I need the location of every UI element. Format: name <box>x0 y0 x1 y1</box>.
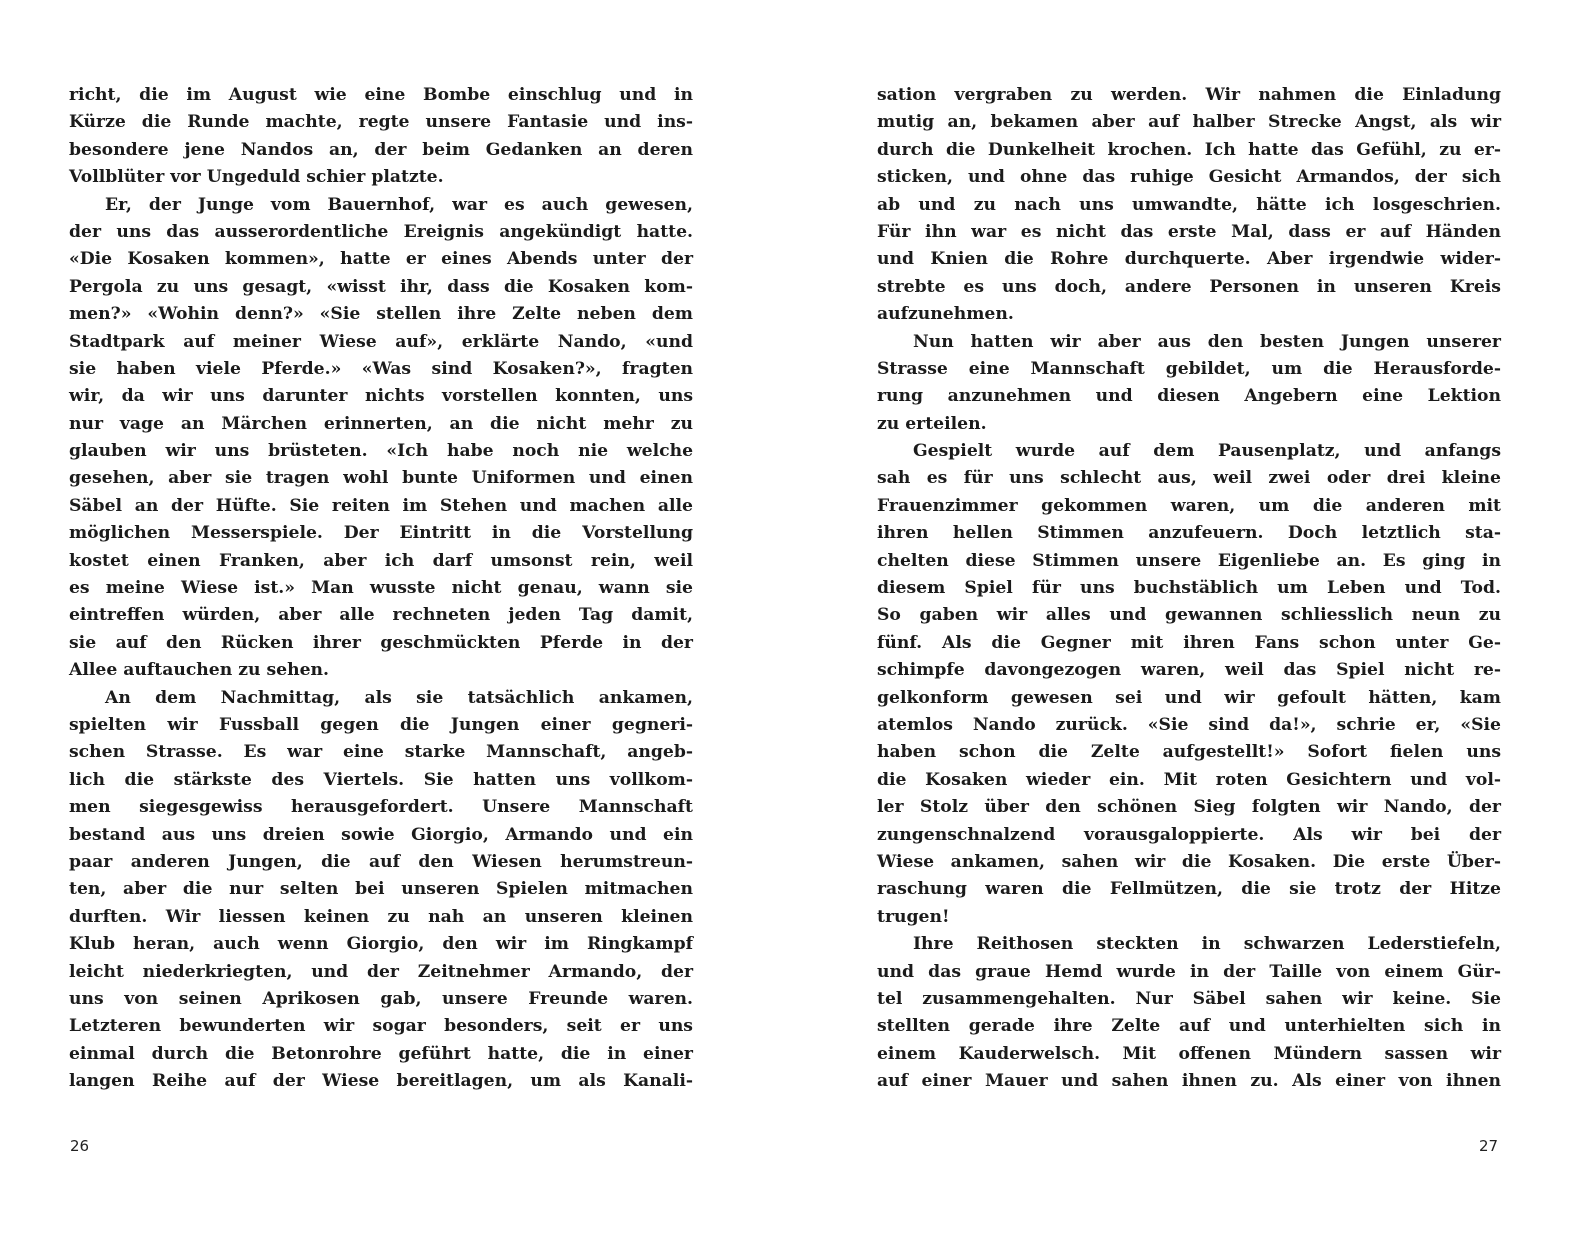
text-line: leicht niederkriegten, und der Zeitnehmer Armando, der <box>69 961 693 982</box>
text-line: durch die Dunkelheit krochen. Ich hatte das Gefühl, zu er- <box>877 139 1501 160</box>
text-line: ten, aber die nur selten bei unseren Spielen mitmachen <box>69 879 693 900</box>
text-line: möglichen Messerspiele. Der Eintritt in die Vorstellung <box>69 523 693 544</box>
text-line: ab und zu nach uns umwandte, hätte ich losgeschrien. <box>877 194 1501 215</box>
text-line: ihren hellen Stimmen anzufeuern. Doch letztlich sta- <box>877 523 1501 544</box>
text-line: An dem Nachmittag, als sie tatsächlich ankamen, <box>105 687 693 708</box>
text-line: lich die stärkste des Viertels. Sie hatten uns vollkom- <box>69 769 693 790</box>
text-line: richt, die im August wie eine Bombe einschlug und in <box>69 85 693 105</box>
text-line: sie auf den Rücken ihrer geschmückten Pferde in der <box>69 632 693 653</box>
text-line: Wiese ankamen, sahen wir die Kosaken. Die erste Über- <box>877 851 1501 872</box>
text-line: schimpfe davongezogen waren, weil das Spiel nicht re- <box>877 660 1501 681</box>
text-line: wir, da wir uns darunter nichts vorstellen konnten, uns <box>69 386 693 407</box>
page-number-left: 26 <box>70 1137 90 1155</box>
text-line: Vollblüter vor Ungeduld schier platzte. <box>69 167 444 188</box>
text-line: Er, der Junge vom Bauernhof, war es auch gewesen, <box>105 194 693 215</box>
text-line: Nun hatten wir aber aus den besten Jungen unserer <box>913 331 1501 352</box>
text-line: einmal durch die Betonrohre geführt hatte, die in einer <box>69 1043 693 1064</box>
text-line: Für ihn war es nicht das erste Mal, dass er auf Händen <box>877 221 1501 242</box>
text-line: Klub heran, auch wenn Giorgio, den wir im Ringkampf <box>69 934 693 955</box>
text-line: «Die Kosaken kommen», hatte er eines Abends unter der <box>69 249 693 270</box>
text-line: und Knien die Rohre durchquerte. Aber irgendwie wider- <box>877 249 1501 270</box>
text-line: So gaben wir alles und gewannen schliesslich neun zu <box>877 605 1501 626</box>
text-line: Stadtpark auf meiner Wiese auf», erklärte Nando, «und <box>69 331 693 352</box>
text-line: der uns das ausserordentliche Ereignis angekündigt hatte. <box>69 221 693 242</box>
text-line: aufzunehmen. <box>877 304 1014 325</box>
text-line: zu erteilen. <box>877 413 987 434</box>
text-line: Allee auftauchen zu sehen. <box>69 660 329 681</box>
text-line: es meine Wiese ist.» Man wusste nicht genau, wann sie <box>69 578 693 599</box>
page-number-right: 27 <box>1479 1137 1499 1155</box>
text-line: trugen! <box>877 906 950 927</box>
text-line: Frauenzimmer gekommen waren, um die anderen mit <box>877 495 1501 516</box>
left-page-body <box>69 82 693 1095</box>
text-line: durften. Wir liessen keinen zu nah an unseren kleinen <box>69 906 693 927</box>
text-line: spielten wir Fussball gegen die Jungen einer gegneri- <box>69 714 693 735</box>
text-line: gesehen, aber sie tragen wohl bunte Uniformen und einen <box>69 468 693 489</box>
text-line: Kürze die Runde machte, regte unsere Fantasie und ins- <box>69 112 693 133</box>
text-line: gelkonform gewesen sei und wir gefoult hätten, kam <box>877 687 1501 708</box>
text-line: die Kosaken wieder ein. Mit roten Gesichtern und vol- <box>877 769 1501 790</box>
text-line: haben schon die Zelte aufgestellt!» Sofort fielen uns <box>877 742 1501 763</box>
text-line: rung anzunehmen und diesen Angebern eine Lektion <box>877 386 1501 407</box>
text-line: glauben wir uns brüsteten. «Ich habe noch nie welche <box>69 441 693 462</box>
text-line: atemlos Nando zurück. «Sie sind da!», schrie er, «Sie <box>877 714 1501 735</box>
text-line: tel zusammengehalten. Nur Säbel sahen wir keine. Sie <box>877 988 1501 1009</box>
text-line: sie haben viele Pferde.» «Was sind Kosaken?», fragten <box>69 358 693 379</box>
text-line: Ihre Reithosen steckten in schwarzen Lederstiefeln, <box>913 934 1501 955</box>
text-line: besondere jene Nandos an, der beim Gedanken an deren <box>69 139 693 160</box>
text-line: kostet einen Franken, aber ich darf umsonst rein, weil <box>69 550 693 571</box>
text-line: raschung waren die Fellmützen, die sie trotz der Hitze <box>877 879 1501 900</box>
text-line: schen Strasse. Es war eine starke Mannschaft, angeb- <box>69 742 693 763</box>
text-line: men siegesgewiss herausgefordert. Unsere Mannschaft <box>69 797 693 818</box>
text-line: auf einer Mauer und sahen ihnen zu. Als einer von ihnen <box>877 1071 1501 1092</box>
text-line: ler Stolz über den schönen Sieg folgten wir Nando, der <box>877 797 1501 818</box>
text-line: stellten gerade ihre Zelte auf und unterhielten sich in <box>877 1016 1501 1037</box>
text-line: Gespielt wurde auf dem Pausenplatz, und anfangs <box>913 441 1501 462</box>
text-line: Säbel an der Hüfte. Sie reiten im Stehen und machen alle <box>69 495 693 516</box>
text-line: paar anderen Jungen, die auf den Wiesen herumstreun- <box>69 851 693 872</box>
text-line: bestand aus uns dreien sowie Giorgio, Armando und ein <box>69 824 693 845</box>
text-line: men?» «Wohin denn?» «Sie stellen ihre Zelte neben dem <box>69 304 693 325</box>
text-line: Strasse eine Mannschaft gebildet, um die Herausforde- <box>877 358 1501 379</box>
text-line: fünf. Als die Gegner mit ihren Fans schon unter Ge- <box>877 632 1501 653</box>
text-line: strebte es uns doch, andere Personen in unseren Kreis <box>877 276 1501 297</box>
text-line: Pergola zu uns gesagt, «wisst ihr, dass die Kosaken kom- <box>69 276 693 297</box>
text-line: zungenschnalzend vorausgaloppierte. Als wir bei der <box>877 824 1501 845</box>
text-line: diesem Spiel für uns buchstäblich um Leben und Tod. <box>877 578 1501 599</box>
text-line: eintreffen würden, aber alle rechneten jeden Tag damit, <box>69 605 693 626</box>
text-line: langen Reihe auf der Wiese bereitlagen, um als Kanali- <box>69 1071 693 1092</box>
text-line: uns von seinen Aprikosen gab, unsere Freunde waren. <box>69 988 693 1009</box>
text-line: mutig an, bekamen aber auf halber Strecke Angst, als wir <box>877 112 1501 133</box>
text-line: und das graue Hemd wurde in der Taille von einem Gür- <box>877 961 1501 982</box>
text-line: chelten diese Stimmen unsere Eigenliebe an. Es ging in <box>877 550 1501 571</box>
text-line: einem Kauderwelsch. Mit offenen Mündern sassen wir <box>877 1043 1501 1064</box>
right-page-body <box>877 82 1501 1095</box>
text-line: sation vergraben zu werden. Wir nahmen die Einladung <box>877 85 1501 105</box>
text-line: sticken, und ohne das ruhige Gesicht Armandos, der sich <box>877 167 1501 188</box>
text-line: Letzteren bewunderten wir sogar besonders, seit er uns <box>69 1016 693 1037</box>
text-line: nur vage an Märchen erinnerten, an die nicht mehr zu <box>69 413 693 434</box>
text-line: sah es für uns schlecht aus, weil zwei oder drei kleine <box>877 468 1501 489</box>
